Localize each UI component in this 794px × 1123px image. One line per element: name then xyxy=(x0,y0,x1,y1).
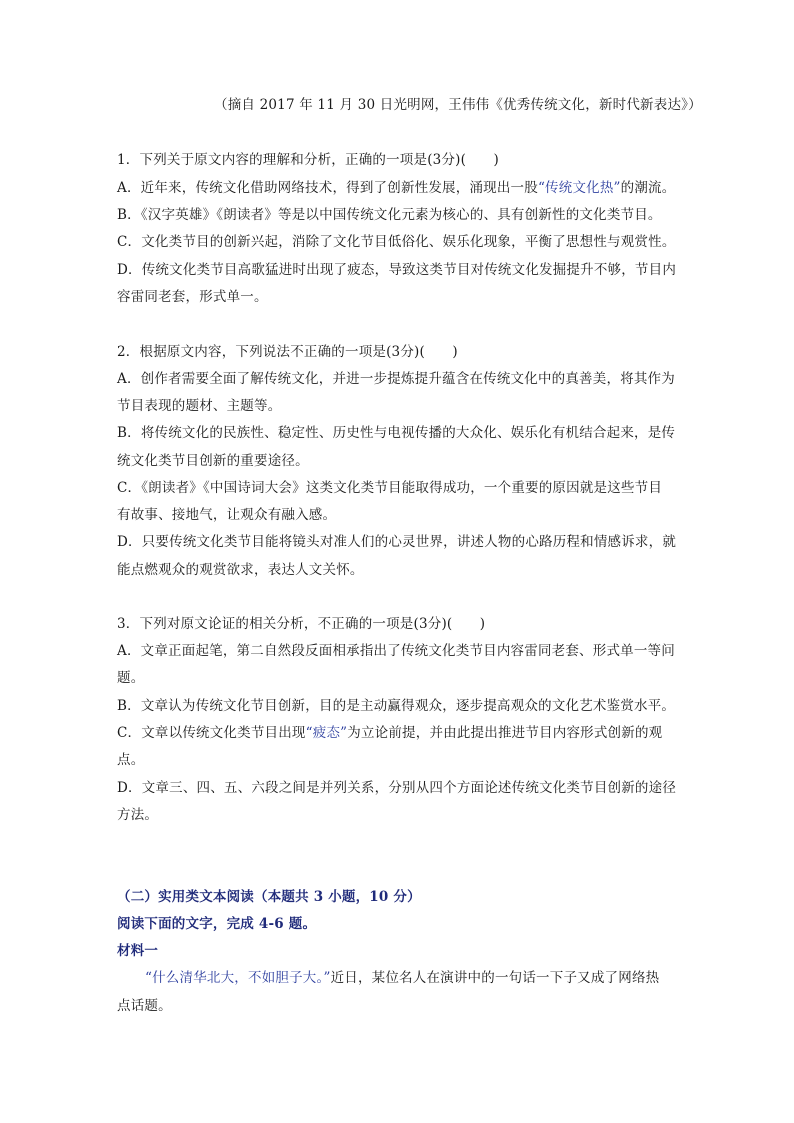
q1-option-a-text: A．近年来，传统文化借助网络技术，得到了创新性发展，涌现出一股 xyxy=(117,180,538,196)
q1-option-a xyxy=(117,178,675,198)
q1-option-d-line2: 容雷同老套，形式单一。 xyxy=(117,289,268,305)
q2-option-b-line1: B．将传统文化的民族性、稳定性、历史性与电视传播的大众化、娱乐化有机结合起来，是传 xyxy=(117,425,676,441)
q2-option-c-line1: C．《朗读者》《中国诗词大会》这类文化类节目能取得成功，一个重要的原因就是这些节目 xyxy=(117,480,663,496)
q2-option-b-line2: 统文化类节目创新的重要途径。 xyxy=(117,453,309,469)
material-paragraph-line2: 点话题。 xyxy=(117,998,172,1014)
q3-option-b: B．文章认为传统文化节目创新，目的是主动赢得观众，逐步提高观众的文化艺术鉴赏水平。 xyxy=(117,698,676,714)
q2-option-a-line1: A．创作者需要全面了解传统文化，并进一步提炼提升蕴含在传统文化中的真善美，将其作为 xyxy=(117,371,675,387)
section-instruction: 阅读下面的文字，完成 4-6 题。 xyxy=(117,916,317,932)
q1-stem: 1．下列关于原文内容的理解和分析，正确的一项是(3分)( ) xyxy=(117,152,499,168)
q3-option-d-line1: D．文章三、四、五、六段之间是并列关系，分别从四个方面论述传统文化类节目创新的途径 xyxy=(117,780,677,796)
q2-stem: 2．根据原文内容，下列说法不正确的一项是(3分)( ) xyxy=(117,344,458,360)
q3-option-a-line2: 题。 xyxy=(117,670,145,686)
material-text: 近日，某位名人在演讲中的一句话一下子又成了网络热 xyxy=(330,970,660,986)
q3-option-c-line2: 点。 xyxy=(117,752,145,768)
q3-option-c-text: C．文章以传统文化类节目出现 xyxy=(117,725,306,741)
q3-option-c-quote: “疲态” xyxy=(305,725,348,741)
material-quote: “什么清华北大，不如胆子大。” xyxy=(145,970,331,986)
q3-stem: 3．下列对原文论证的相关分析，不正确的一项是(3分)( ) xyxy=(117,616,486,632)
q1-option-a-quote: “传统文化热” xyxy=(537,180,621,196)
source-note: （摘自 2017 年 11 月 30 日光明网，王伟伟《优秀传统文化，新时代新表达》） xyxy=(214,97,702,113)
q1-option-c: C．文化类节目的创新兴起，消除了文化节目低俗化、娱乐化现象，平衡了思想性与观赏性。 xyxy=(117,234,676,250)
q3-option-a-line1: A．文章正面起笔，第二自然段反面相承指出了传统文化类节目内容雷同老套、形式单一等问 xyxy=(117,643,675,659)
section-heading: （二）实用类文本阅读（本题共 3 小题，10 分） xyxy=(117,889,421,905)
q1-option-d-line1: D．传统文化类节目高歌猛进时出现了疲态，导致这类节目对传统文化发掘提升不够，节目内 xyxy=(117,262,677,278)
q2-option-a-line2: 节目表现的题材、主题等。 xyxy=(117,398,282,414)
material-label: 材料一 xyxy=(117,943,159,959)
q1-option-a-end: 的潮流。 xyxy=(620,180,676,196)
q3-option-c-end: 为立论前提，并由此提出推进节目内容形式创新的观 xyxy=(347,725,663,741)
q2-option-d-line2: 能点燃观众的观赏欲求，表达人文关怀。 xyxy=(117,562,364,578)
q2-option-c-line2: 有故事、接地气，让观众有融入感。 xyxy=(117,507,337,523)
q3-option-d-line2: 方法。 xyxy=(117,807,159,823)
q1-option-b: B．《汉字英雄》《朗读者》等是以中国传统文化元素为核心的、具有创新性的文化类节目。 xyxy=(117,207,662,223)
q3-option-c-line1 xyxy=(117,723,662,743)
q2-option-d-line1: D．只要传统文化类节目能将镜头对准人们的心灵世界，讲述人物的心路历程和情感诉求，就 xyxy=(117,534,677,550)
material-paragraph-line1 xyxy=(145,968,659,988)
